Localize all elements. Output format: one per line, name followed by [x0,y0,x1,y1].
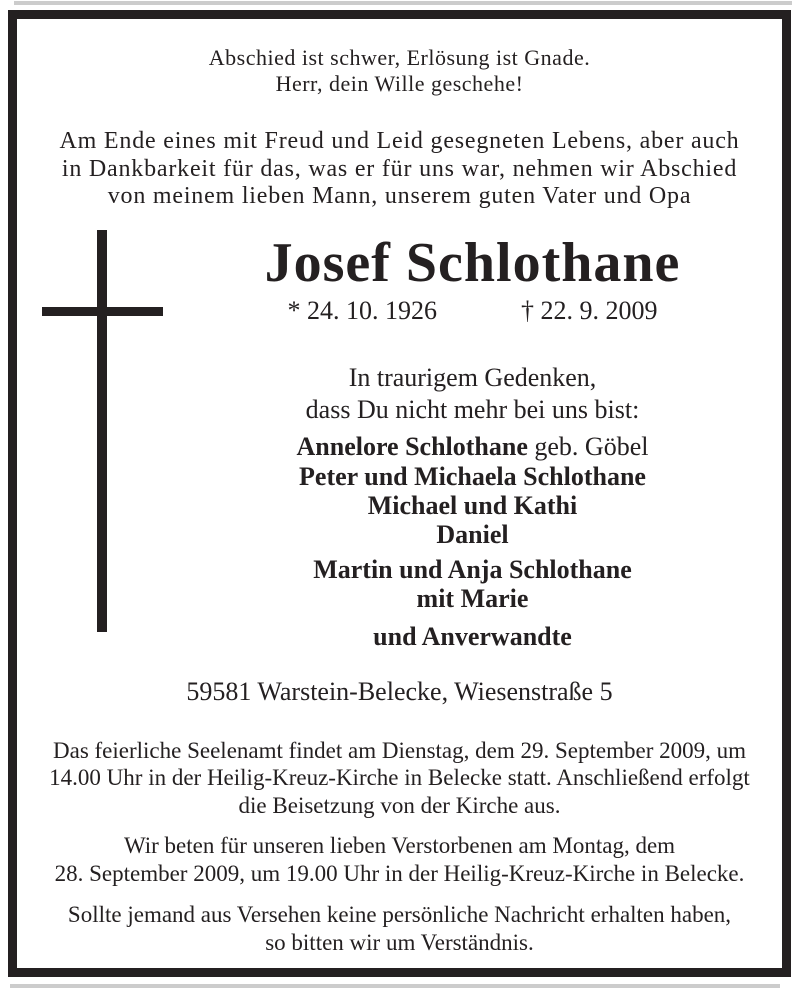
service-line: die Beisetzung von der Kirche aus. [238,792,561,818]
notice-frame [8,10,791,977]
apology-line: Sollte jemand aus Versehen keine persönliche Nachricht erhalten haben, [67,902,732,927]
death-date: † 22. 9. 2009 [521,295,658,325]
mourner-line: Peter und Michaela Schlothane [299,461,646,491]
quote-line: Herr, dein Wille geschehe! [275,71,524,96]
mourner-line: Daniel [436,519,509,549]
widow-maiden-name: geb. Göbel [534,431,649,461]
birth-date: * 24. 10. 1926 [287,295,437,325]
prayer-announcement [17,832,782,887]
mourner-group [163,622,782,651]
scan-edge-top [14,1,792,5]
mourner-line: und Anverwandte [373,621,572,651]
memorial-lines [163,362,782,426]
deceased-name: Josef Schlothane [264,231,681,294]
scan-edge-bottom [10,984,780,988]
mourner-line: mit Marie [416,583,529,613]
mourner-line: Martin und Anja Schlothane [313,554,632,584]
life-dates [163,296,782,326]
intro-line: Am Ende eines mit Freud und Leid gesegneten Lebens, aber auch [59,128,740,154]
intro-paragraph [17,128,782,211]
mourners-list [163,462,782,651]
intro-line: in Dankbarkeit für das, was er für uns war, nehmen wir Abschied [61,155,738,182]
mourner-group [163,462,782,549]
opening-quote [17,45,782,97]
memorial-line: dass Du nicht mehr bei uns bist: [305,394,640,424]
service-line: Das feierliche Seelenamt findet am Dienstag, dem 29. September 2009, um [53,737,746,763]
widow-name: Annelore Schlothane [296,431,528,461]
service-line: 14.00 Uhr in der Heilig-Kreuz-Kirche in Belecke statt. Anschließend erfolgt [49,765,750,790]
apology-note [17,901,782,956]
service-announcement [17,737,782,820]
intro-line: von meinem lieben Mann, unserem guten Vater und Opa [107,183,692,209]
mourner-line: Michael und Kathi [367,490,578,520]
memorial-line: In traurigem Gedenken, [348,362,597,392]
mourner-group [163,555,782,613]
quote-line: Abschied ist schwer, Erlösung ist Gnade. [208,45,591,70]
apology-line: so bitten wir um Verständnis. [265,929,534,955]
family-address: 59581 Warstein-Belecke, Wiesenstraße 5 [186,676,613,706]
prayer-line: 28. September 2009, um 19.00 Uhr in der Heilig-Kreuz-Kirche in Belecke. [54,860,745,886]
widow-line [163,432,782,462]
prayer-line: Wir beten für unseren lieben Verstorbenen am Montag, dem [123,833,676,858]
